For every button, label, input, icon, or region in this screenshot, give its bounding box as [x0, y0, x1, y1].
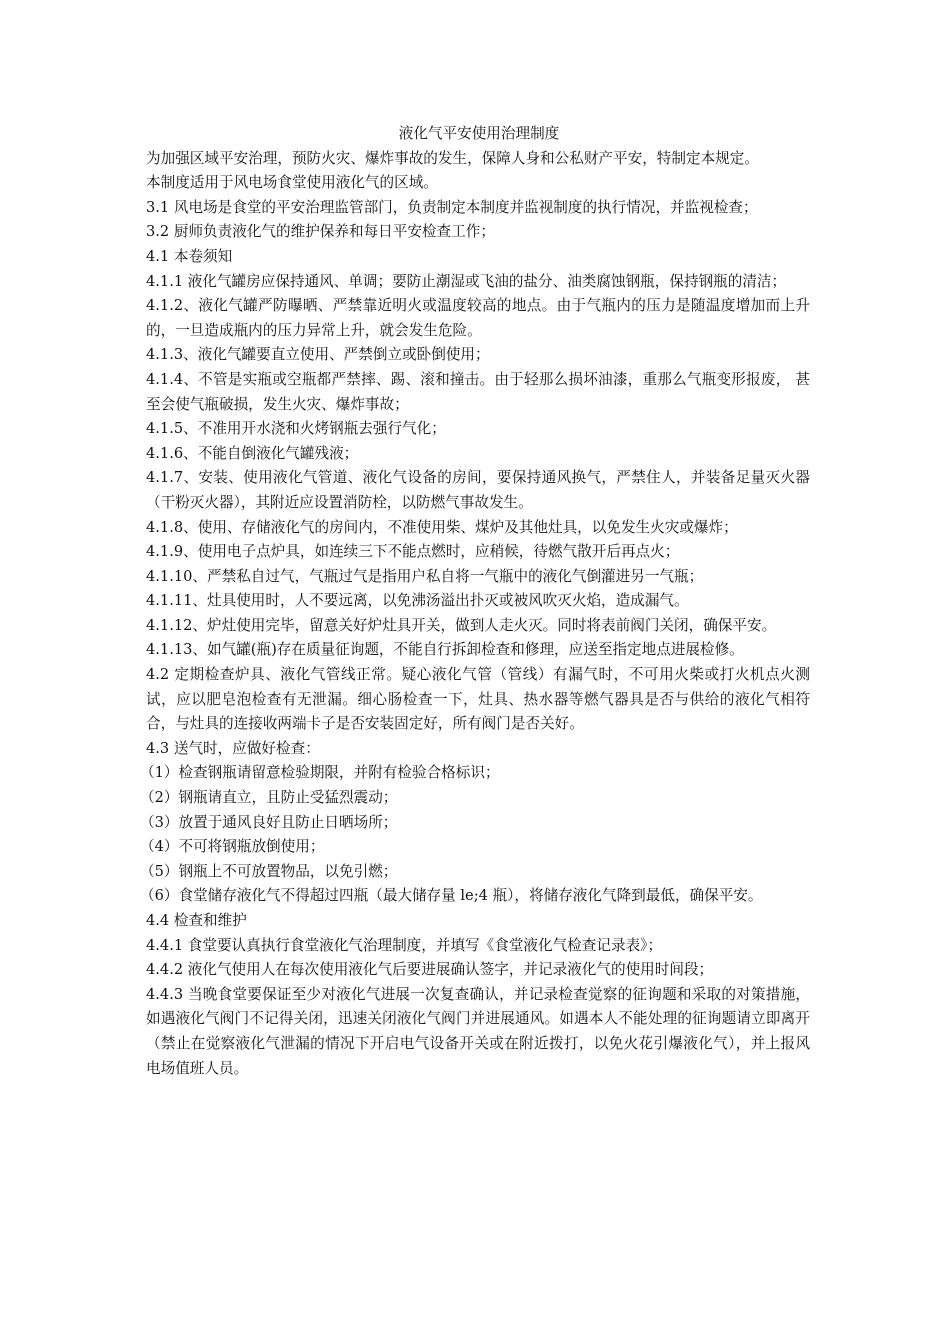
list-item-2: （2）钢瓶请直立，且防止受猛烈震动；	[140, 789, 398, 807]
paragraph-4-1-7: 4.1.7、安装、使用液化气管道、液化气设备的房间，要保持通风换气，严禁住人，并装备足量灭火器（干粉灭火器），其附近应设置消防栓，以防燃气事故发生。	[146, 469, 810, 511]
list-item-4: （4）不可将钢瓶放倒使用；	[140, 838, 325, 856]
document-page	[140, 122, 810, 1081]
section-heading-4-4: 4.4 检查和维护	[146, 912, 247, 929]
paragraph-4-1-8: 4.1.8、使用、存储液化气的房间内，不准使用柴、煤炉及其他灶具，以免发生火灾或爆炸；	[146, 518, 738, 536]
paragraph-4-1-3: 4.1.3、液化气罐要直立使用、严禁倒立或卧倒使用；	[146, 346, 490, 364]
paragraph-4-3: 4.3 送气时，应做好检查：	[146, 739, 320, 757]
list-item-3: （3）放置于通风良好且防止日晒场所；	[140, 813, 398, 831]
paragraph-3-2: 3.2 厨师负责液化气的维护保养和每日平安检查工作；	[146, 223, 495, 241]
section-heading-4-1: 4.1 本卷须知	[146, 247, 233, 265]
paragraph-4-1-2: 4.1.2、液化气罐严防曝晒、严禁靠近明火或温度较高的地点。由于气瓶内的压力是随温度增加而上升的，一旦造成瓶内的压力异常上升，就会发生危险。	[146, 297, 810, 339]
paragraph-4-1-13: 4.1.13、如气罐(瓶)存在质量征询题，不能自行拆卸检查和修理，应送至指定地点进展检修。	[146, 641, 744, 659]
paragraph-4-1-10: 4.1.10、严禁私自过气，气瓶过气是指用户私自将一气瓶中的液化气倒灌进另一气瓶；	[146, 567, 704, 585]
paragraph-4-4-1: 4.4.1 食堂要认真执行食堂液化气治理制度，并填写《食堂液化气检查记录表》；	[146, 936, 663, 954]
paragraph-intro: 为加强区域平安治理，预防火灾、爆炸事故的发生，保障人身和公私财产平安，特制定本规定。	[146, 149, 759, 167]
list-item-1: （1）检查钢瓶请留意检验期限，并附有检验合格标识；	[140, 764, 500, 782]
paragraph-scope: 本制度适用于风电场食堂使用液化气的区域。	[146, 174, 438, 192]
paragraph-4-1-4: 4.1.4、不管是实瓶或空瓶都严禁摔、踢、滚和撞击。由于轻那么损坏油漆，重那么气瓶变形报废， 甚至会使气瓶破损，发生火灾、爆炸事故；	[146, 370, 810, 413]
paragraph-4-1-5: 4.1.5、不准用开水浇和火烤钢瓶去强行气化；	[146, 420, 446, 438]
list-item-5: （5）钢瓶上不可放置物品，以免引燃；	[140, 862, 398, 880]
paragraph-4-2: 4.2 定期检查炉具、液化气管线正常。疑心液化气管（管线）有漏气时，不可用火柴或打火机点火测试，应以肥皂泡检查有无泄漏。细心肠检查一下，灶具、热水器等燃气器具是否与供给的液化气相符合，与灶具的连接收两端卡子是否安装固定好，所有阀门是否关好。	[146, 666, 810, 733]
paragraph-4-4-2: 4.4.2 液化气使用人在每次使用液化气后要进展确认签字，并记录液化气的使用时间段；	[146, 961, 714, 979]
paragraph-4-4-3: 4.4.3 当晚食堂要保证至少对液化气进展一次复查确认，并记录检查觉察的征询题和采取的对策措施，如遇液化气阀门不记得关闭，迅速关闭液化气阀门并进展通风。如遇本人不能处理的征询题请立即离开（禁止在觉察液化气泄漏的情况下开启电气设备开关或在附近拨打，以免火花引爆液化气），并上报风电场值班人员。	[146, 985, 810, 1077]
document-body	[140, 147, 810, 1082]
paragraph-4-1-6: 4.1.6、不能自倒液化气罐残液；	[146, 444, 359, 462]
paragraph-4-1-9: 4.1.9、使用电子点炉具，如连续三下不能点燃时，应稍候，待燃气散开后再点火；	[146, 543, 680, 561]
document-title: 液化气平安使用治理制度	[398, 125, 560, 142]
paragraph-4-1-11: 4.1.11、灶具使用时，人不要远离，以免沸汤溢出扑灭或被风吹灭火焰，造成漏气。	[146, 592, 689, 610]
paragraph-4-1-1: 4.1.1 液化气罐房应保持通风、单调；要防止潮湿或飞油的盐分、油类腐蚀钢瓶，保持钢瓶的清洁；	[146, 272, 787, 290]
paragraph-4-1-12: 4.1.12、炉灶使用完毕，留意关好炉灶具开关，做到人走火灭。同时将表前阀门关闭，确保平安。	[146, 616, 777, 634]
paragraph-3-1: 3.1 风电场是食堂的平安治理监管部门，负责制定本制度并监视制度的执行情况，并监视检查；	[146, 198, 758, 216]
list-item-6: （6）食堂储存液化气不得超过四瓶（最大储存量 le;4 瓶），将储存液化气降到最低，确保平安。	[140, 887, 763, 905]
